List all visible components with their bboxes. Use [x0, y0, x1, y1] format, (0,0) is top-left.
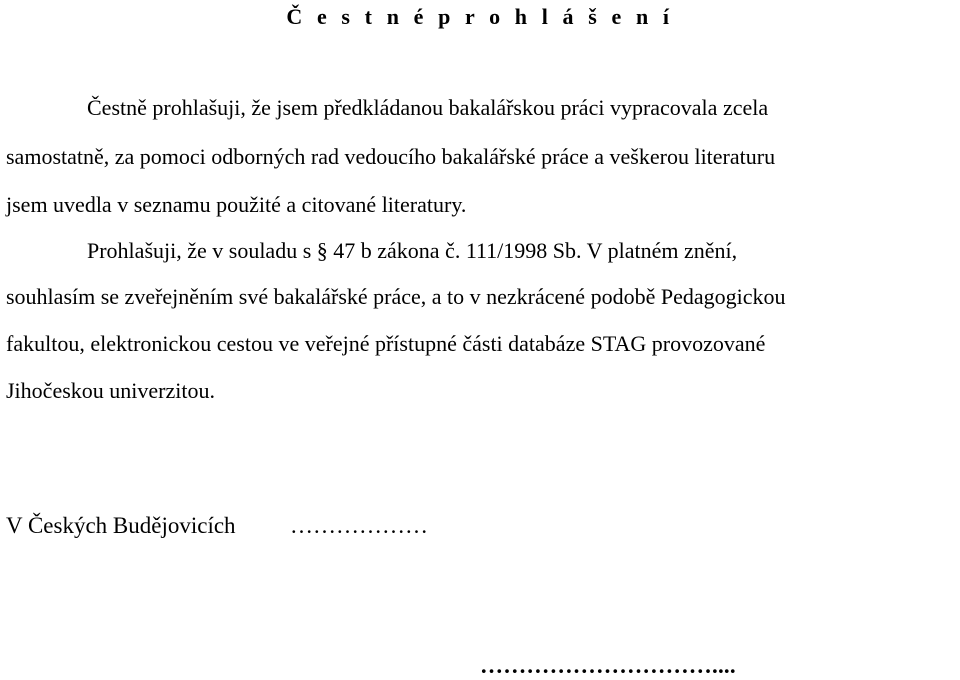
declaration-line-5: souhlasím se zveřejněním své bakalářské práce, a to v nezkrácené podobě Pedagogickou — [6, 284, 786, 309]
signature-placeholder-dots: ………………………….... — [480, 653, 736, 678]
place-label: V Českých Budějovicích — [6, 513, 236, 538]
declaration-line-7: Jihočeskou univerzitou. — [6, 378, 215, 403]
date-placeholder-dots: ……………… — [290, 513, 428, 538]
declaration-line-4: Prohlašuji, že v souladu s § 47 b zákona č. 111/1998 Sb. V platném znění, — [87, 238, 738, 263]
declaration-line-2: samostatně, za pomoci odborných rad vedoucího bakalářské práce a veškerou literaturu — [6, 144, 776, 169]
declaration-line-6: fakultou, elektronickou cestou ve veřejné přístupné části databáze STAG provozované — [6, 331, 766, 356]
declaration-line-1: Čestně prohlašuji, že jsem předkládanou bakalářskou práci vypracovala zcela — [87, 95, 769, 120]
page-title: Č e s t n é p r o h l á š e n í — [286, 4, 674, 29]
declaration-line-3: jsem uvedla v seznamu použité a citované literatury. — [6, 192, 467, 217]
